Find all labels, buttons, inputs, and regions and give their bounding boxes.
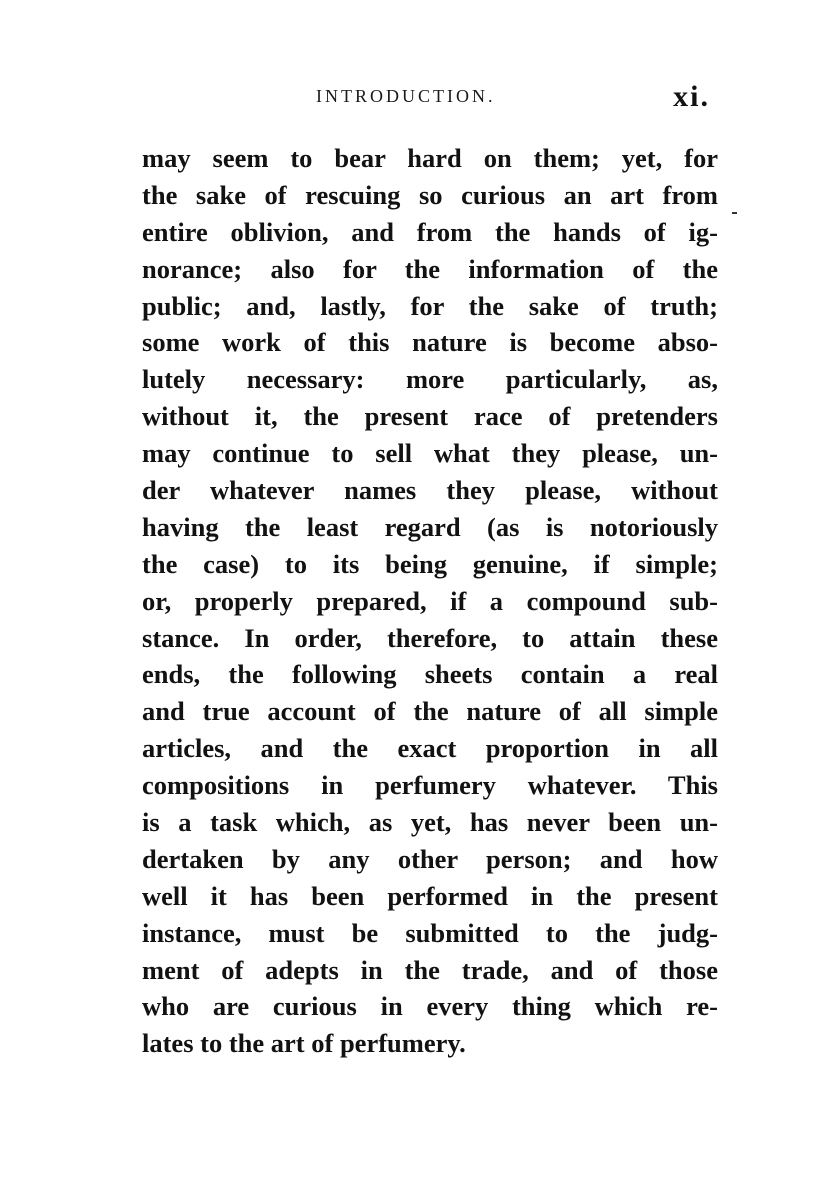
- page-number: xi.: [673, 80, 710, 113]
- running-title: INTRODUCTION.: [316, 86, 496, 106]
- text-line: norance; also for the information of the: [142, 253, 718, 284]
- text-line: public; and, lastly, for the sake of truth;: [142, 290, 718, 321]
- text-line: without it, the present race of pretenders: [142, 401, 718, 432]
- text-line: stance. In order, therefore, to attain these: [142, 622, 718, 653]
- margin-mark: [732, 212, 737, 214]
- running-head: [140, 80, 718, 118]
- text-line: articles, and the exact proportion in all: [142, 733, 718, 764]
- text-line: lates to the art of perfumery.: [142, 1028, 466, 1059]
- text-line: lutely necessary: more particularly, as,: [142, 364, 718, 395]
- text-line: well it has been performed in the present: [142, 880, 718, 911]
- text-line: ment of adepts in the trade, and of those: [142, 954, 718, 985]
- text-line: or, properly prepared, if a compound sub-: [142, 585, 718, 616]
- text-line: the sake of rescuing so curious an art from: [142, 179, 718, 210]
- text-line: having the least regard (as is notoriously: [142, 511, 718, 542]
- text-line: entire oblivion, and from the hands of ig-: [142, 216, 718, 247]
- body-paragraph: [142, 140, 718, 1062]
- text-line: ends, the following sheets contain a real: [142, 659, 718, 690]
- text-line: instance, must be submitted to the judg-: [142, 917, 718, 948]
- text-line: compositions in perfumery whatever. This: [142, 770, 718, 801]
- text-line: may continue to sell what they please, un-: [142, 438, 718, 469]
- text-line: the case) to its being genuine, if simple;: [142, 548, 718, 579]
- text-line: der whatever names they please, without: [142, 475, 718, 506]
- text-line: and true account of the nature of all simple: [142, 696, 718, 727]
- text-line: may seem to bear hard on them; yet, for: [142, 143, 718, 173]
- text-line: some work of this nature is become abso-: [142, 327, 718, 358]
- text-line: is a task which, as yet, has never been un-: [142, 807, 718, 838]
- text-line: dertaken by any other person; and how: [142, 843, 718, 874]
- text-line: who are curious in every thing which re-: [142, 991, 718, 1022]
